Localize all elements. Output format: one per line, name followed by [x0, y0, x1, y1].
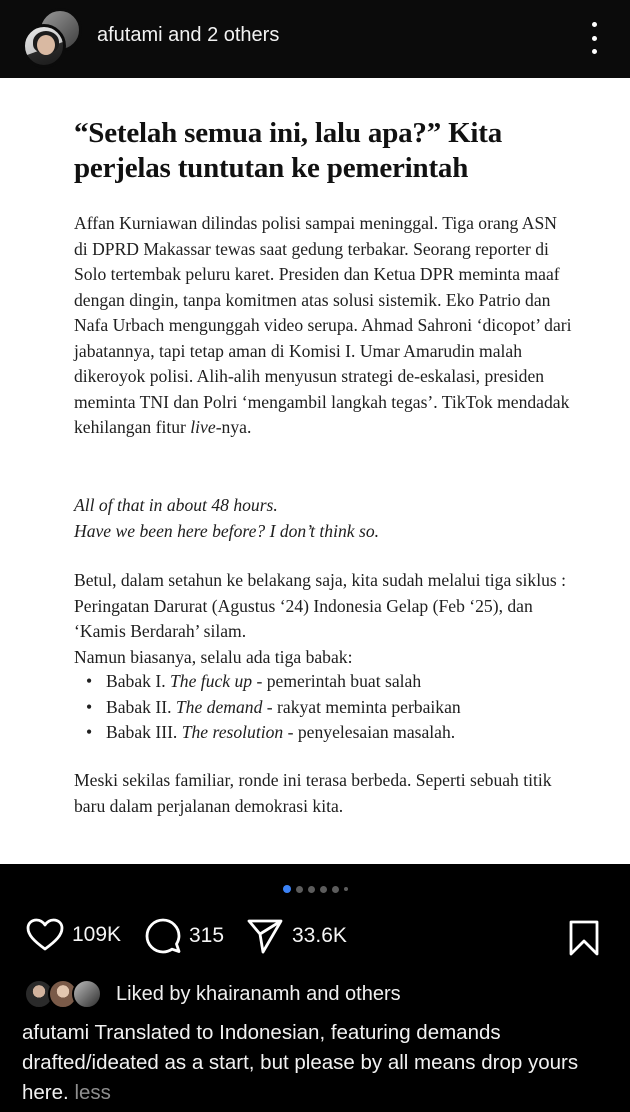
- bullet-prefix: Babak I.: [106, 671, 171, 691]
- post-caption: [22, 1018, 612, 1108]
- bullet-prefix: Babak III.: [106, 722, 182, 742]
- dot: [592, 22, 597, 27]
- bullet-suffix: - pemerintah buat salah: [252, 671, 422, 691]
- bullet-suffix: - penyelesaian masalah.: [283, 722, 456, 742]
- more-options-icon[interactable]: [586, 22, 602, 54]
- heart-icon: [26, 918, 64, 952]
- save-button[interactable]: [568, 920, 600, 961]
- article-italic-lines: [74, 493, 574, 544]
- share-button[interactable]: [246, 918, 347, 954]
- dot: [592, 36, 597, 41]
- avatar-stack[interactable]: [22, 8, 84, 70]
- bullet-italic: The resolution: [181, 722, 284, 742]
- babak-list: [86, 669, 566, 746]
- paper-plane-icon: [246, 918, 284, 954]
- comment-count: 315: [189, 924, 225, 947]
- liked-by-text[interactable]: Liked by khairanamh and others: [116, 982, 401, 1005]
- paragraph-3-line-1: Betul, dalam setahun ke belakang saja, kita sudah melalui tiga siklus : Peringatan Darurat (Agustus ‘24) Indonesia Gelap (Feb ‘25), dan ‘Kamis Berdarah’ silam.: [74, 570, 567, 641]
- post-image[interactable]: [0, 78, 630, 864]
- list-item: [86, 695, 566, 721]
- paragraph-italic: live: [190, 417, 216, 437]
- bullet-suffix: - rakyat meminta perbaikan: [262, 696, 461, 717]
- comment-icon: [145, 918, 181, 954]
- italic-line-2: Have we been here before? I don’t think so.: [74, 520, 380, 541]
- paragraph-text-end: -nya.: [215, 417, 252, 437]
- avatar[interactable]: [22, 24, 66, 68]
- bullet-italic: The fuck up: [170, 671, 253, 691]
- paragraph-text: Affan Kurniawan dilindas polisi sampai meninggal. Tiga orang ASN di DPRD Makassar tewas saat gedung terbakar. Seorang reporter di Solo tertembak peluru karet. Presiden dan Ketua DPR meminta maaf dengan dingin, tanpa komitmen atas solusi sistemik. Eko Patrio dan Nafa Urbach mengunggah video serupa. Ahmad Sahroni ‘dicopot’ dari jabatannya, tapi tetap aman di Komisi I. Umar Amarudin malah dikeroyok polisi. Alih-alih menyusun strategi de-eskalasi, presiden meminta TNI dan Polri ‘mengambil langkah tegas’. TikTok mendadak kehilangan fitur: [74, 213, 572, 437]
- post-author-username[interactable]: afutami and 2 others: [97, 24, 280, 46]
- caption-less-link[interactable]: less: [74, 1081, 111, 1104]
- bullet-prefix: Babak II.: [106, 696, 176, 717]
- list-item: [86, 720, 566, 746]
- article-paragraph-3: [74, 568, 574, 670]
- like-count: 109K: [72, 923, 122, 946]
- liked-by-avatars: [24, 979, 106, 1009]
- comment-button[interactable]: [145, 918, 224, 954]
- dot: [592, 49, 597, 54]
- carousel-dot: [344, 887, 348, 891]
- avatar: [72, 979, 102, 1009]
- carousel-dot: [320, 886, 327, 893]
- carousel-dot: [332, 886, 339, 893]
- caption-text: afutami Translated to Indonesian, featuring demands drafted/ideated as a start, but please by all means drop yours here.: [22, 1021, 579, 1104]
- action-bar: [0, 914, 630, 960]
- carousel-dot: [296, 886, 303, 893]
- avatar-face: [37, 35, 55, 55]
- article-title: “Setelah semua ini, lalu apa?” Kita perjelas tuntutan ke pemerintah: [74, 117, 503, 184]
- carousel-dot: [308, 886, 315, 893]
- list-item: [86, 669, 566, 695]
- share-count: 33.6K: [292, 924, 347, 947]
- post-header: [0, 0, 630, 78]
- like-button[interactable]: [26, 918, 121, 952]
- article-paragraph-1: [74, 211, 574, 441]
- paragraph-3-line-2: Namun biasanya, selalu ada tiga babak:: [74, 646, 353, 667]
- liked-by-row[interactable]: [24, 978, 401, 1010]
- carousel-dot-active: [283, 885, 291, 893]
- bookmark-icon: [568, 920, 600, 956]
- article-paragraph-4: Meski sekilas familiar, ronde ini terasa berbeda. Seperti sebuah titik baru dalam perjalanan demokrasi kita.: [74, 770, 552, 816]
- carousel-indicator: [0, 883, 630, 895]
- italic-line-1: All of that in about 48 hours.: [74, 495, 278, 515]
- bullet-italic: The demand: [175, 696, 263, 717]
